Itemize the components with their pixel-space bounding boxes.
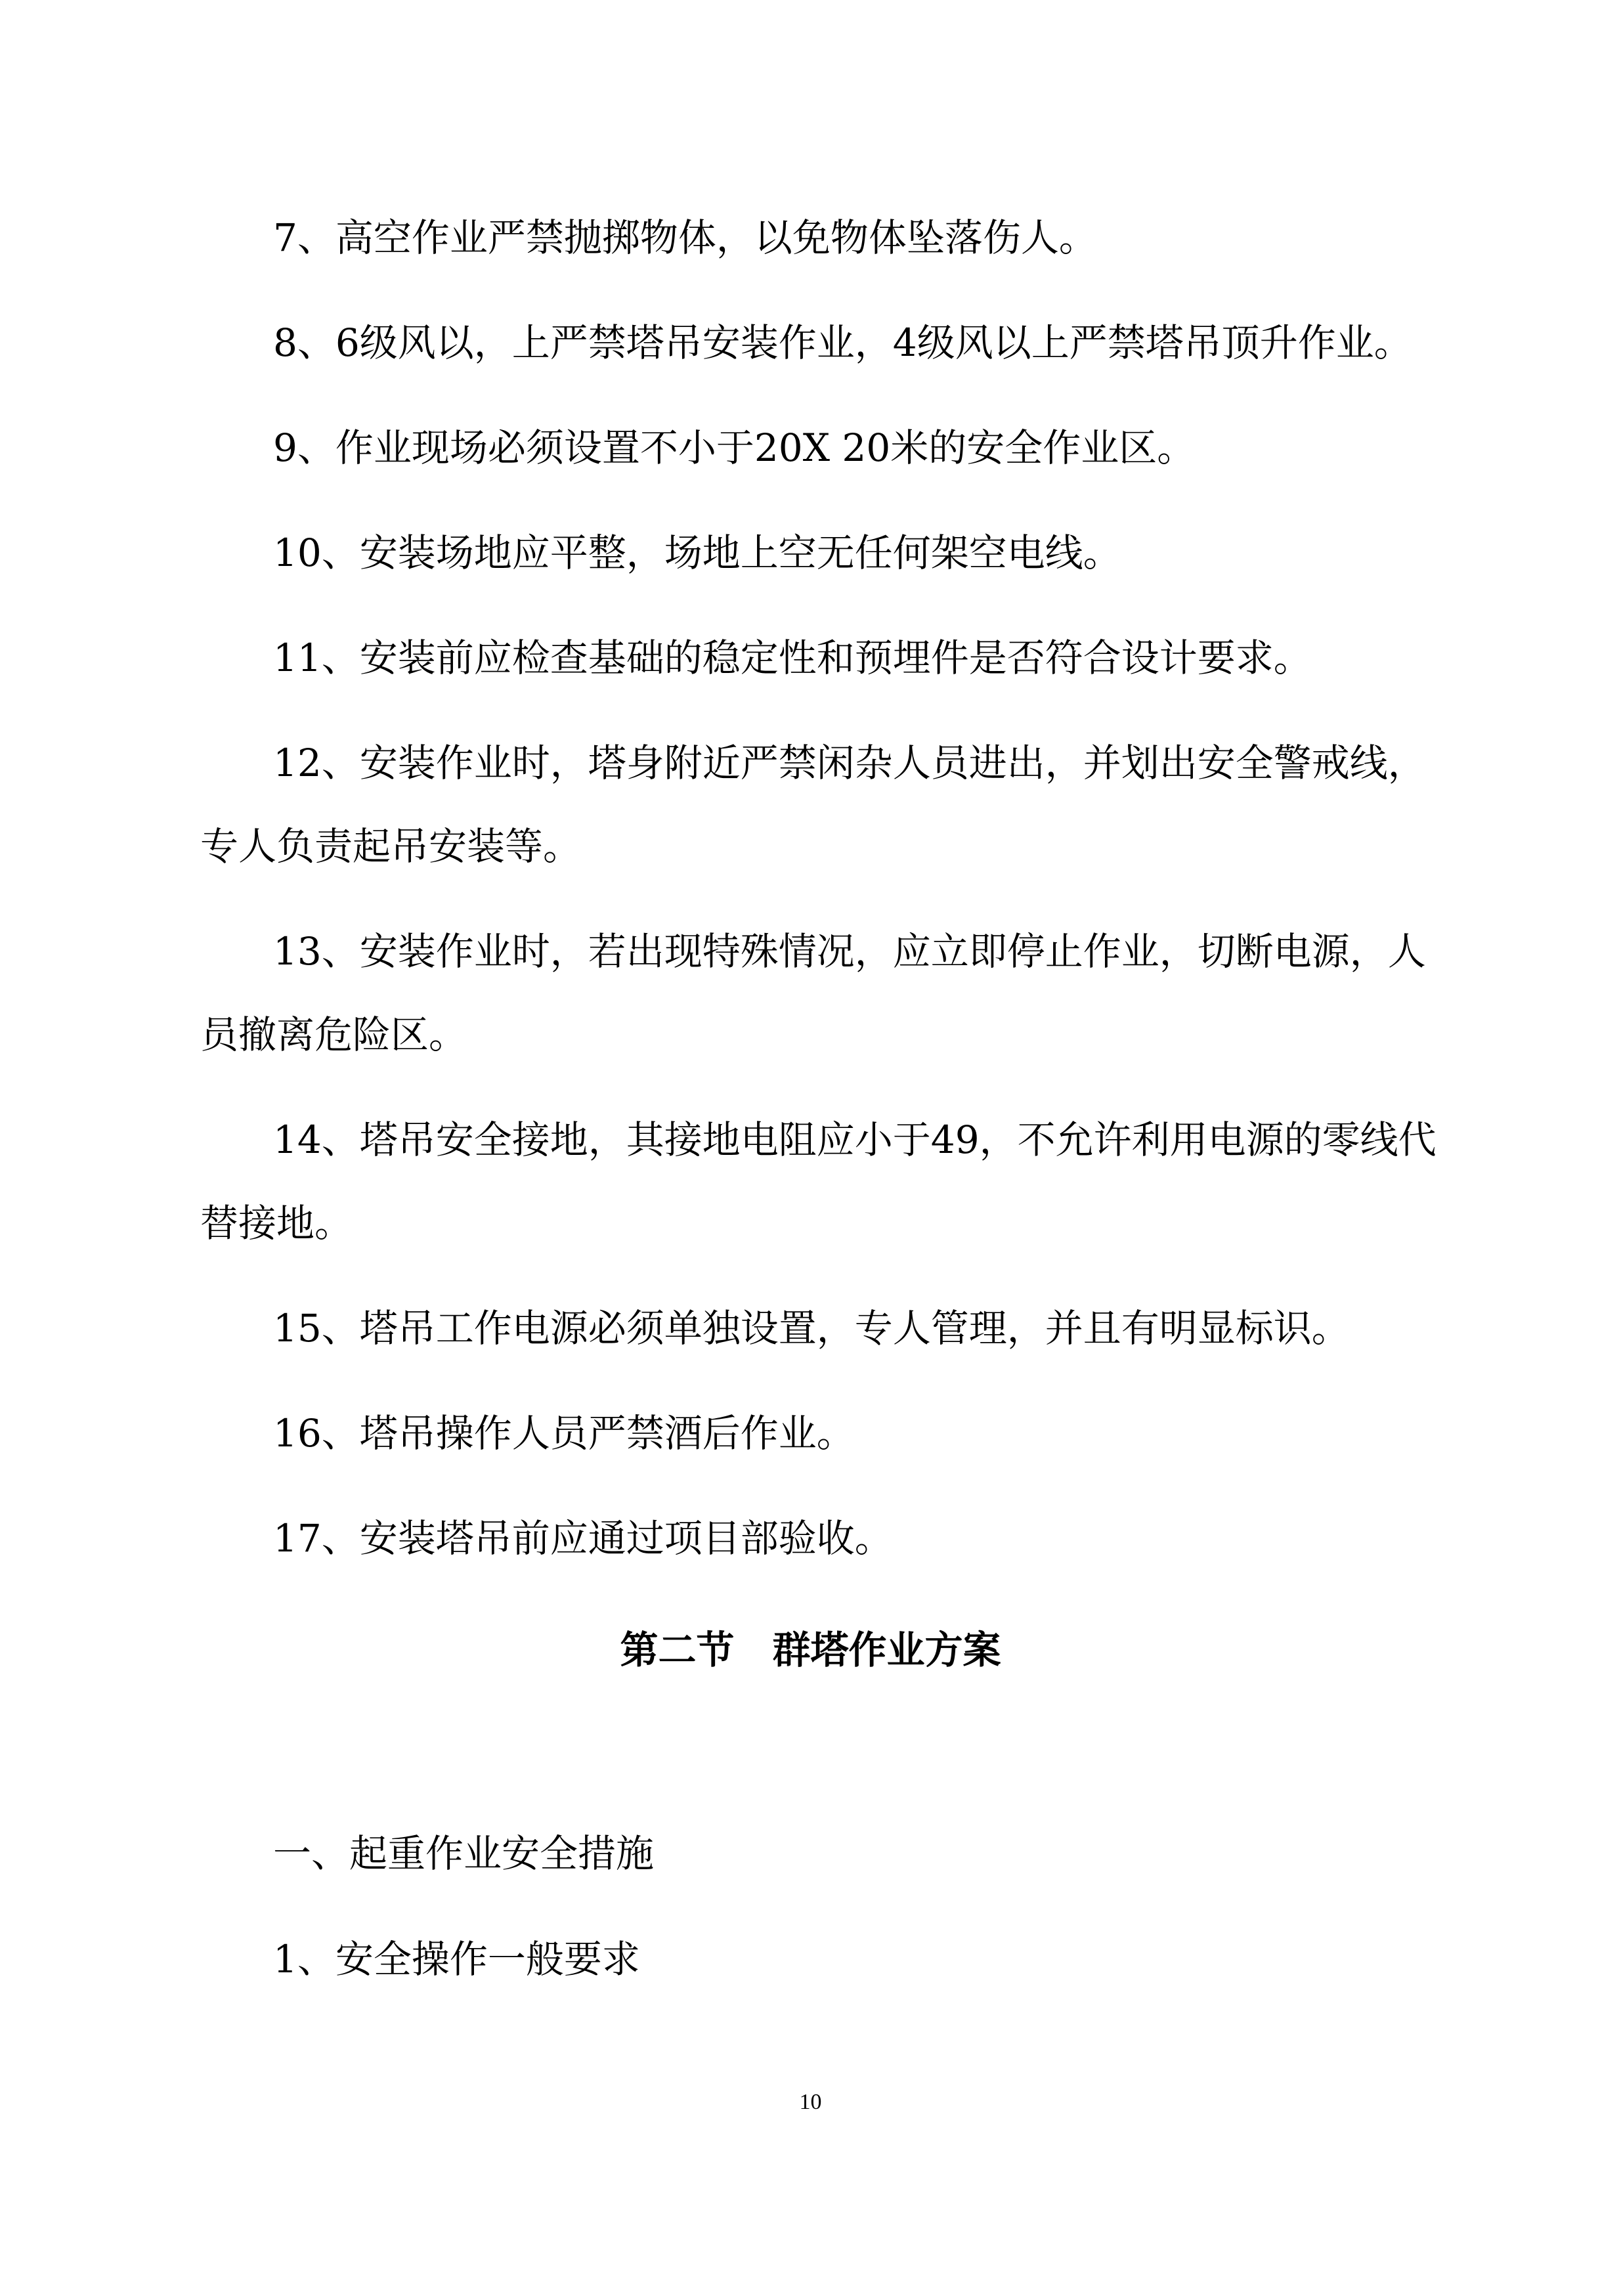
list-item-line: 16、塔吊操作人员严禁酒后作业。 (273, 1411, 855, 1456)
list-item-line: 员撤离危险区。 (200, 1012, 467, 1057)
list-item-line: 替接地。 (200, 1201, 353, 1245)
list-item-line: 17、安装塔吊前应通过项目部验收。 (273, 1516, 893, 1561)
list-item-line: 13、安装作业时，若出现特殊情况，应立即停止作业，切断电源，人 (273, 929, 1426, 974)
list-item-line: 8、6级风以，上严禁塔吊安装作业，4级风以上严禁塔吊顶升作业。 (273, 320, 1412, 365)
list-item (200, 301, 1419, 385)
list-item-line: 14、塔吊安全接地，其接地电阻应小于49，不允许利用电源的零线代 (273, 1117, 1437, 1162)
list-item-line: 7、高空作业严禁抛掷物体，以免物体坠落伤人。 (273, 215, 1097, 260)
list-item-line: 12、安装作业时，塔身附近严禁闲杂人员进出，并划出安全警戒线， (273, 741, 1426, 785)
list-item (200, 1392, 1419, 1475)
subheading-safety-measures: 一、起重作业安全措施 (273, 1831, 655, 1876)
section-heading: 第二节 群塔作业方案 (620, 1628, 1001, 1672)
list-item-line: 9、作业现场必须设置不小于20X 20米的安全作业区。 (273, 425, 1196, 470)
subheading-general-requirements: 1、安全操作一般要求 (273, 1937, 640, 1982)
list-item-line: 15、塔吊工作电源必须单独设置，专人管理，并且有明显标识。 (273, 1306, 1350, 1351)
page-number: 10 (799, 2090, 822, 2114)
list-item (200, 1497, 1419, 1580)
list-item (200, 617, 1419, 700)
list-item-line: 11、安装前应检查基础的稳定性和预埋件是否符合设计要求。 (273, 636, 1312, 680)
list-item (200, 910, 1426, 1077)
list-item-line: 专人负责起吊安装等。 (200, 824, 582, 869)
list-item (200, 196, 1419, 280)
list-item-line: 10、安装场地应平整，场地上空无任何架空电线。 (273, 531, 1121, 575)
document-body (200, 196, 1437, 1602)
list-item (200, 722, 1426, 888)
list-item (200, 1098, 1437, 1265)
list-item (200, 406, 1419, 490)
list-item (200, 511, 1419, 595)
list-item (200, 1287, 1419, 1370)
